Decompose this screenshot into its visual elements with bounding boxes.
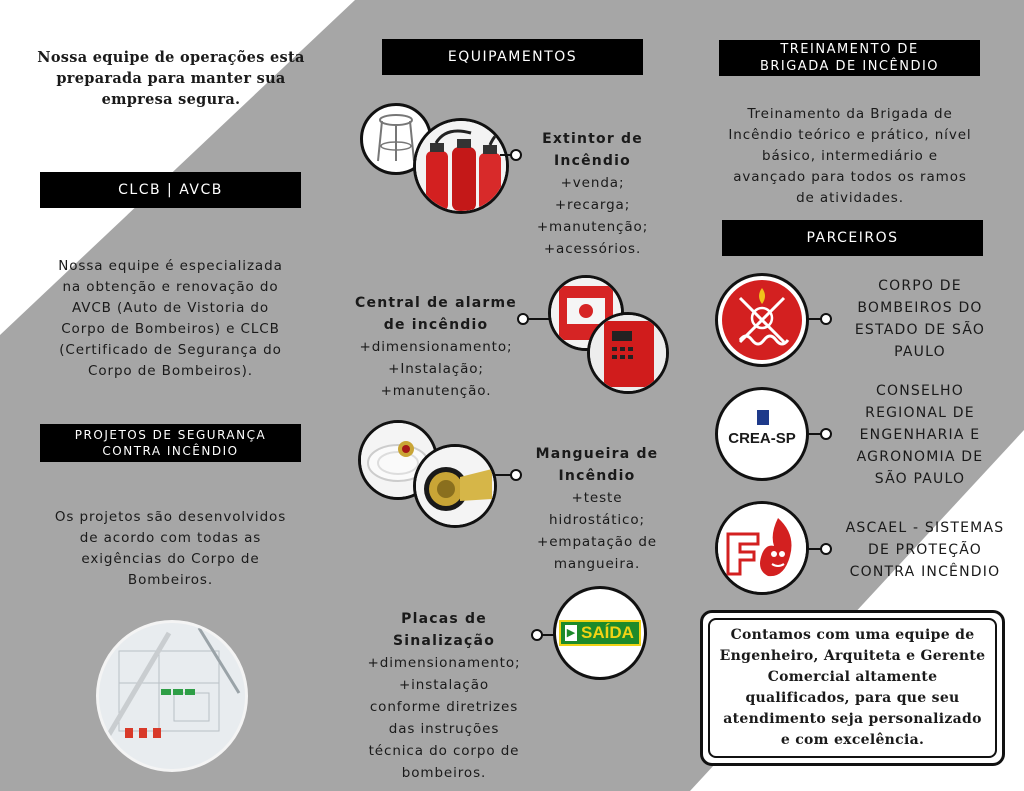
crea-sp-logo-text: CREA-SP <box>728 430 796 447</box>
crea-sp-logo <box>715 387 809 481</box>
parceiro1-dot <box>820 313 832 325</box>
mangueira-title: Mangueira de Incêndio <box>535 446 659 484</box>
alarme-connector <box>528 318 550 320</box>
alarme-block <box>350 292 522 402</box>
projetos-text: Os projetos são desenvolvidos de acordo com todas as exigências do Corpo de Bombeiros. <box>54 509 287 588</box>
exit-runner-icon: ▶ <box>563 623 579 643</box>
alarme-dot <box>517 313 529 325</box>
parceiros-header: PARCEIROS <box>722 220 983 256</box>
placas-details: +dimensionamento; +instalação conforme diretrizes das instruções técnica do corpo de bombeiros. <box>367 655 521 781</box>
alarme-details: +dimensionamento; +Instalação; +manutenção. <box>359 339 513 399</box>
blueprint-image <box>96 620 248 772</box>
equipamentos-header: EQUIPAMENTOS <box>382 39 643 75</box>
clcb-text: Nossa equipe é especializada na obtenção e renovação do AVCB (Auto de Vistoria do Corpo de Bombeiros) e CLCB (Certificado de Segurança do Corpo de Bombeiros). <box>58 258 283 379</box>
clcb-header: CLCB | AVCB <box>40 172 301 208</box>
parceiro3-name: ASCAEL - SISTEMAS DE PROTEÇÃO CONTRA INCÊNDIO <box>845 520 1005 580</box>
ascael-logo <box>715 501 809 595</box>
placas-dot <box>531 629 543 641</box>
hose-nozzle-image <box>413 444 497 528</box>
extintor-title: Extintor de Incêndio <box>542 131 643 169</box>
extinguisher-image <box>413 118 509 214</box>
extintor-dot <box>510 149 522 161</box>
extintor-block <box>520 128 665 260</box>
mangueira-dot <box>510 469 522 481</box>
closing-box <box>700 610 1005 766</box>
placas-block <box>355 608 533 784</box>
parceiro3-dot <box>820 543 832 555</box>
closing-box-inner <box>708 618 997 758</box>
parceiro2-name: CONSELHO REGIONAL DE ENGENHARIA E AGRONOMIA DE SÃO PAULO <box>856 383 984 487</box>
treinamento-text: Treinamento da Brigada de Incêndio teórico e prático, nível básico, intermediário e avançado para todos os ramos de atividades. <box>728 106 972 206</box>
saida-sign-image <box>553 586 647 680</box>
placas-title: Placas de Sinalização <box>392 611 496 649</box>
extintor-details: +venda; +recarga; +manutenção; +acessórios. <box>536 175 649 257</box>
treinamento-header: TREINAMENTO DE BRIGADA DE INCÊNDIO <box>719 40 980 76</box>
alarme-title: Central de alarme de incêndio <box>355 295 517 333</box>
saida-label: SAÍDA <box>581 623 634 642</box>
parceiro2-dot <box>820 428 832 440</box>
intro-text: Nossa equipe de operações esta preparada para manter sua empresa segura. <box>37 49 305 108</box>
projetos-header: PROJETOS DE SEGURANÇA CONTRA INCÊNDIO <box>40 424 301 462</box>
mangueira-block <box>522 443 672 575</box>
mangueira-details: +teste hidrostático; +empatação de mangueira. <box>537 490 657 572</box>
parceiro1-name: CORPO DE BOMBEIROS DO ESTADO DE SÃO PAULO <box>854 278 986 360</box>
alarm-panel-image <box>587 312 669 394</box>
bombeiros-sp-logo <box>715 273 809 367</box>
closing-text: Contamos com uma equipe de Engenheiro, Arquiteta e Gerente Comercial altamente qualificados, para que seu atendimento seja personalizado e com excelência. <box>719 627 986 748</box>
